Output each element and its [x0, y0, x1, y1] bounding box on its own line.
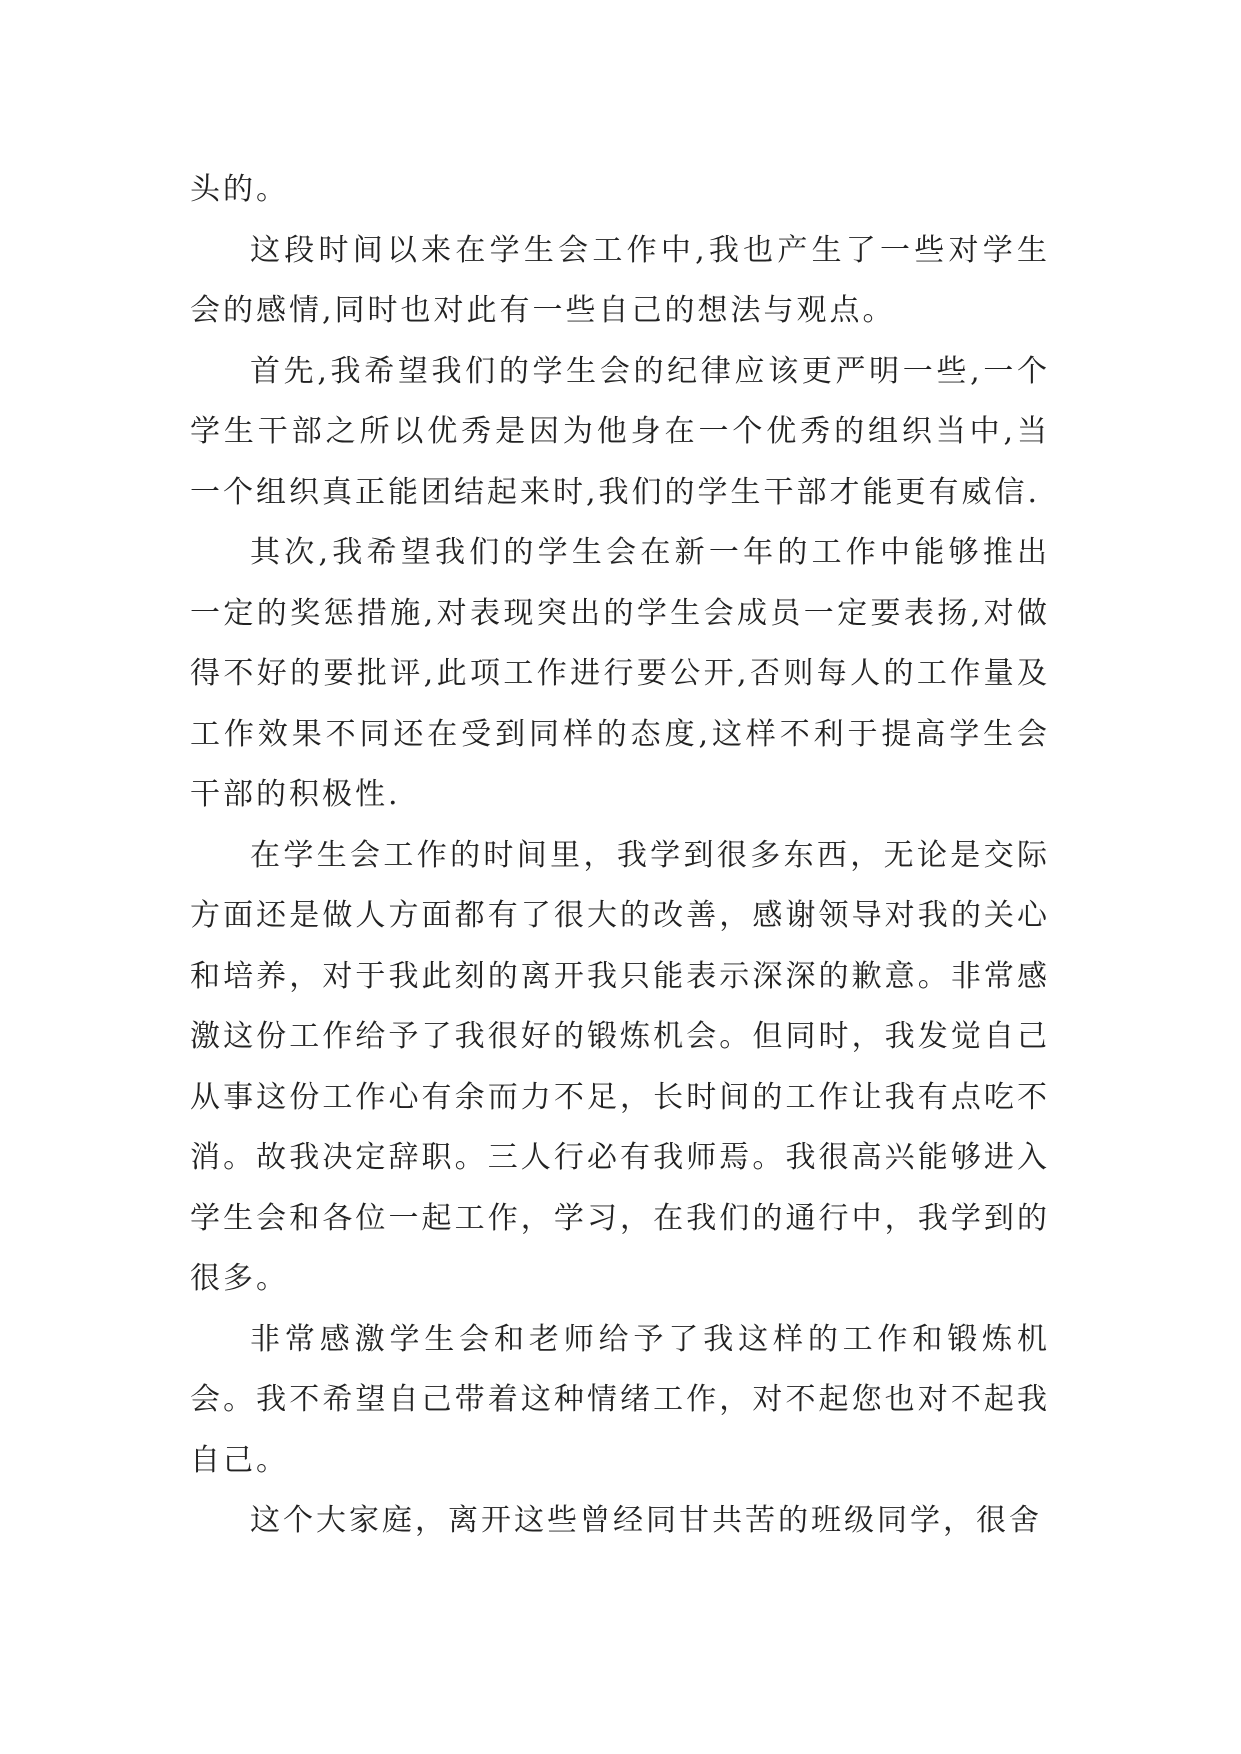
paragraph-resignation: 在学生会工作的时间里，我学到很多东西，无论是交际方面还是做人方面都有了很大的改善，感谢领导对我的关心和培养，对于我此刻的离开我只能表示深深的歉意。非常感激这份工作给予了我很好的锻炼机会。但同时，我发觉自己从事这份工作心有余而力不足，长时间的工作让我有点吃不消。故我决定辞职。三人行必有我师焉。我很高兴能够进入学生会和各位一起工作，学习，在我们的通行中，我学到的很多。: [190, 837, 1050, 1296]
paragraph-feelings: 这段时间以来在学生会工作中,我也产生了一些对学生会的感情,同时也对此有一些自己的想法与观点。: [190, 232, 1050, 328]
paragraph-farewell: 这个大家庭，离开这些曾经同甘共苦的班级同学，很舍: [250, 1503, 1042, 1538]
paragraph-gratitude: 非常感激学生会和老师给予了我这样的工作和锻炼机会。我不希望自己带着这种情绪工作，对不起您也对不起我自己。: [190, 1321, 1050, 1478]
body-text: [190, 160, 1050, 1552]
paragraph-rewards: 其次,我希望我们的学生会在新一年的工作中能够推出一定的奖惩措施,对表现突出的学生会成员一定要表扬,对做得不好的要批评,此项工作进行要公开,否则每人的工作量及工作效果不同还在受到同样的态度,这样不利于提高学生会干部的积极性.: [190, 535, 1050, 812]
paragraph-continuation: 头的。: [190, 172, 289, 207]
paragraph-discipline: 首先,我希望我们的学生会的纪律应该更严明一些,一个学生干部之所以优秀是因为他身在一个优秀的组织当中,当一个组织真正能团结起来时,我们的学生干部才能更有威信.: [190, 353, 1050, 510]
